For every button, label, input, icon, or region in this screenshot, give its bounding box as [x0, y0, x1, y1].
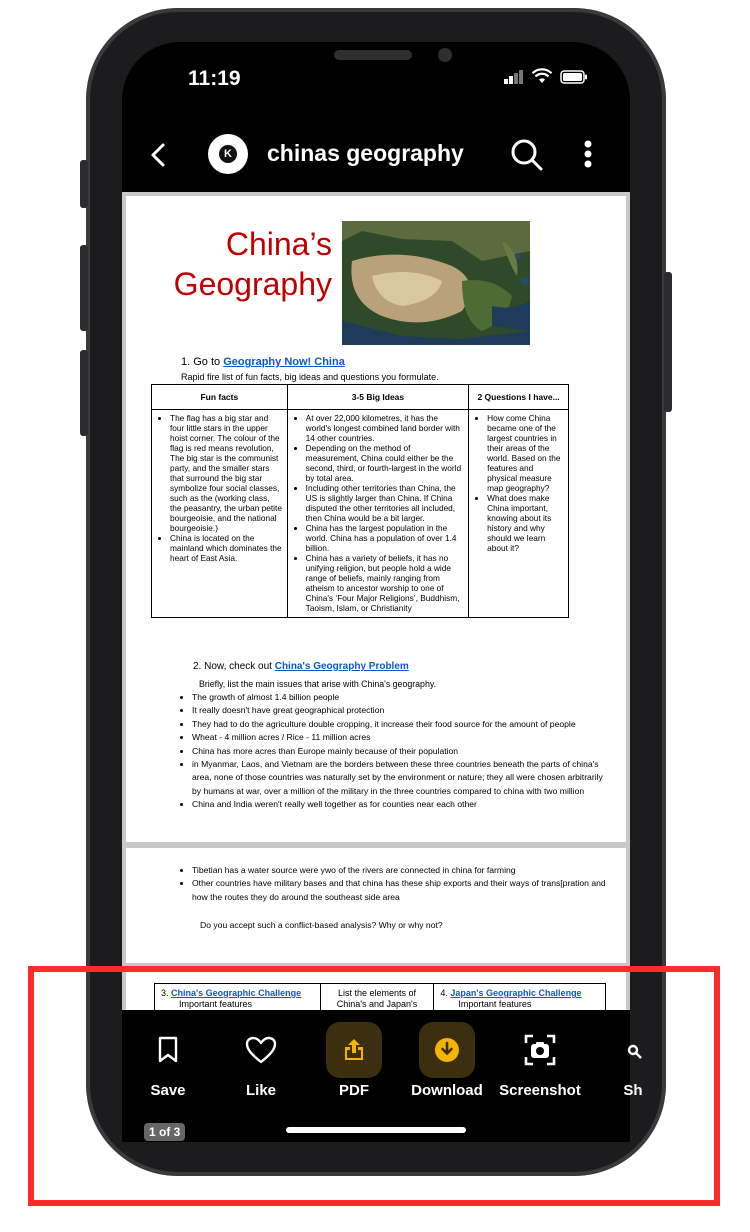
action-bar: Save Like PDF Download Screenshot Sh	[122, 1010, 630, 1142]
facts-table	[151, 384, 569, 618]
speaker	[334, 50, 412, 60]
list-item: • Other countries have military bases and that china has these ship exports and their ways of trans[pration and how the routes they do around the southeast side area	[192, 877, 612, 904]
front-camera	[438, 48, 452, 62]
list-item: • At over 22,000 kilometres, it has the world's longest combined land border with 14 other countries.	[306, 413, 464, 443]
step-1-instruction: 1. Go to Geography Now! China	[181, 356, 345, 368]
list-item: • How come China became one of the largest countries in their areas of the world. Based on the features and physical measure map geography?	[487, 413, 564, 493]
list-item: • It really doesn't have great geographical protection	[192, 704, 612, 717]
list-item: • The flag has a big star and four little stars in the upper hoist corner. The colour of the flag is red means revolution, The big star is the communist party, and the smaller stars that surround the big star symbolize four social classes, such as the (working class, the peasantry, the urban petite bourgeoisie, and the national bourgeoisie.)	[170, 413, 283, 533]
list-item: • Including other territories than China, the US is slightly larger than China. If China disputed the other territories all included, then China would be a bit larger.	[306, 483, 464, 523]
issues-list	[178, 691, 612, 812]
china-challenge-link[interactable]: China's Geographic Challenge	[171, 988, 302, 998]
fun-facts-cell	[152, 410, 288, 618]
volume-down-button	[80, 350, 88, 436]
phone-screen	[122, 42, 643, 1142]
more-options-icon[interactable]	[582, 140, 594, 168]
page2-question: Do you accept such a conflict-based analysis? Why or why not?	[200, 920, 443, 930]
status-icons	[504, 69, 588, 84]
list-item: • in Myanmar, Laos, and Vietnam are the borders between these three countries beneath the parts of china's area, none of those countries was naturally set by the environment or nature; they all were chosen arbitrarily by humans at war, over a million of the military in the three countries compared to china with two million	[192, 758, 612, 798]
list-item: • Depending on the method of measurement, China could either be the second, third, or fourth-largest in the world by total area.	[306, 443, 464, 483]
step-2-subtitle: Briefly, list the main issues that arise with China's geography.	[199, 679, 437, 689]
table-header: 3-5 Big Ideas	[287, 385, 468, 410]
japan-challenge-link[interactable]: Japan's Geographic Challenge	[450, 988, 582, 998]
china-challenge-cell: 3. China's Geographic Challenge Important features	[155, 984, 321, 1053]
japan-challenge-cell: 4. Japan's Geographic Challenge Important features	[434, 984, 606, 1053]
search-icon[interactable]	[510, 138, 544, 172]
list-item: • Tibetian has a water source were ywo of the rivers are connected in china for farming	[192, 864, 612, 877]
document-title: chinas geography	[267, 140, 464, 166]
big-ideas-cell	[287, 410, 468, 618]
back-arrow-icon[interactable]	[148, 142, 168, 168]
home-indicator[interactable]	[286, 1127, 466, 1133]
list-item: • China is located on the mainland which dominates the heart of East Asia.	[170, 533, 283, 563]
bookmark-icon	[157, 1036, 179, 1064]
list-item: • China has a variety of beliefs, it has no unifying religion, but people hold a wide range of beliefs, mainly ranging from atheism to ancestor worship to one of China's ‘Four Major Religions’, Buddhism, Taoism, Islam, or Christianity	[306, 553, 464, 613]
mute-switch	[80, 160, 88, 208]
table-header: 2 Questions I have...	[469, 385, 569, 410]
list-item: • China has more acres than Europe mainly because of their population	[192, 745, 612, 758]
document-page-2	[126, 848, 626, 963]
document-page-1	[126, 196, 626, 842]
pdf-upload-icon	[342, 1037, 366, 1063]
questions-cell	[469, 410, 569, 618]
document-viewer[interactable]	[122, 192, 630, 1142]
page-indicator: 1 of 3	[144, 1123, 185, 1141]
notch	[232, 42, 522, 80]
elements-cell: List the elements of China's and Japan's	[320, 984, 434, 1053]
geography-now-link[interactable]: Geography Now! China	[223, 356, 345, 368]
step-2-instruction: 2. Now, check out China's Geography Problem	[193, 661, 409, 672]
knowunity-logo-icon[interactable]: K	[208, 134, 248, 174]
status-time: 11:19	[188, 67, 241, 90]
volume-up-button	[80, 245, 88, 331]
screenshot-icon	[524, 1034, 556, 1066]
geography-problem-link[interactable]: China's Geography Problem	[274, 661, 409, 672]
table-header: Fun facts	[152, 385, 288, 410]
china-satellite-map-image	[342, 221, 530, 345]
list-item: • They had to do the agriculture double cropping, it increase their food source for the amount of people	[192, 718, 612, 731]
list-item: • China has the largest population in the world. China has a population of over 1.4 billion.	[306, 523, 464, 553]
power-button	[664, 272, 672, 412]
share-icon	[617, 1036, 649, 1064]
wifi-icon	[532, 69, 552, 84]
heart-icon	[245, 1036, 277, 1064]
page2-list	[178, 864, 612, 904]
step-1-subtitle: Rapid fire list of fun facts, big ideas and questions you formulate.	[181, 372, 439, 382]
list-item: • Wheat - 4 million acres / Rice - 11 million acres	[192, 731, 612, 744]
app-header	[122, 120, 630, 190]
list-item: • The growth of almost 1.4 billion people	[192, 691, 612, 704]
list-item: • What does make China important, knowing about its history and why should we learn about it?	[487, 493, 564, 553]
download-icon	[434, 1037, 460, 1063]
battery-icon	[560, 70, 588, 84]
list-item: • China and India weren't really well together as for counties near each other	[192, 798, 612, 811]
doc-main-title: China’s Geography	[173, 226, 332, 302]
